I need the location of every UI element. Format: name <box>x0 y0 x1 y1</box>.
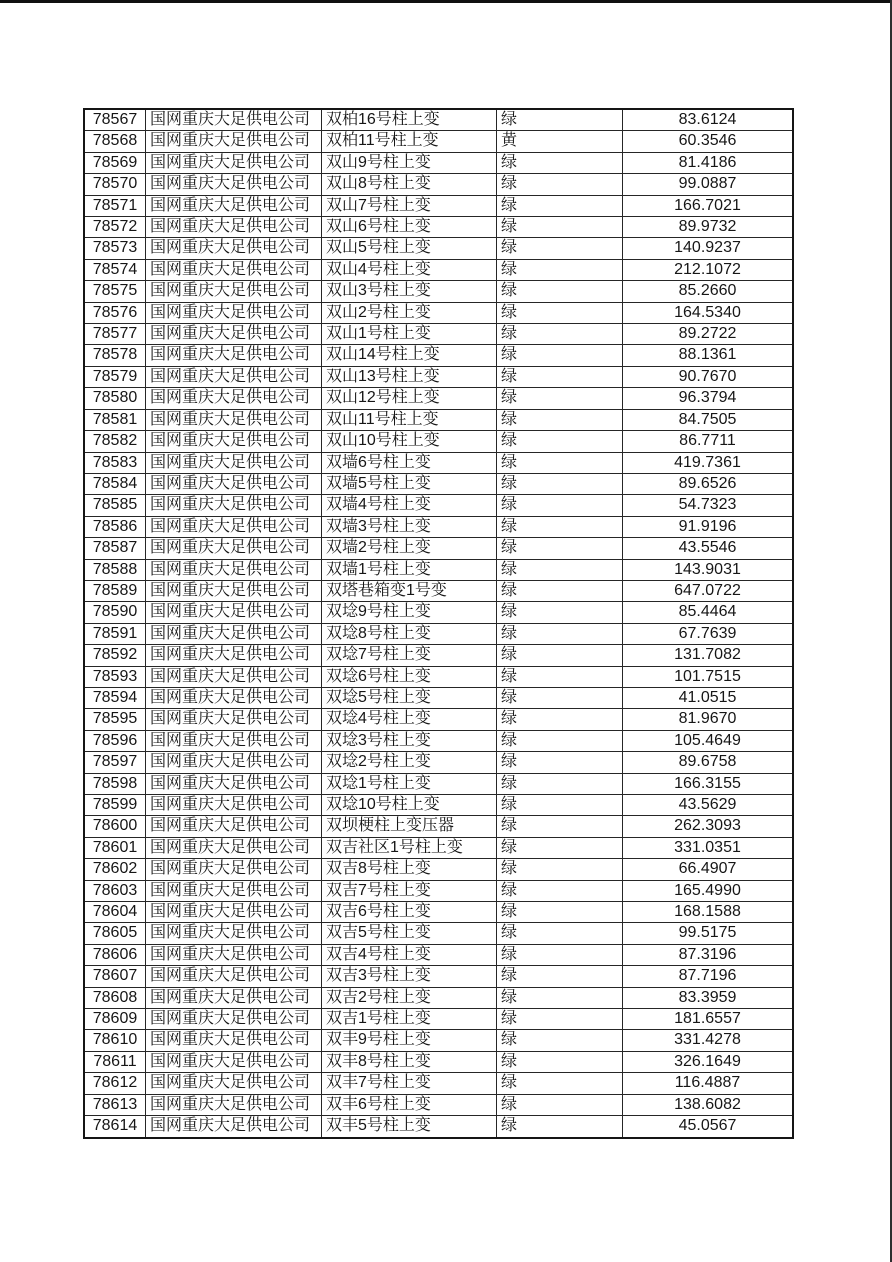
value-cell: 101.7515 <box>623 666 794 687</box>
table-row <box>84 880 793 901</box>
company-cell: 国网重庆大足供电公司 <box>146 859 322 880</box>
status-cell: 绿 <box>497 217 623 238</box>
transformer-name-cell: 双埝9号柱上变 <box>322 602 497 623</box>
record-id-cell: 78587 <box>84 538 146 559</box>
table-row <box>84 452 793 473</box>
value-cell: 331.0351 <box>623 837 794 858</box>
status-cell: 绿 <box>497 409 623 430</box>
value-cell: 87.3196 <box>623 944 794 965</box>
value-cell: 168.1588 <box>623 902 794 923</box>
value-cell: 89.9732 <box>623 217 794 238</box>
status-cell: 绿 <box>497 259 623 280</box>
value-cell: 96.3794 <box>623 388 794 409</box>
value-cell: 91.9196 <box>623 516 794 537</box>
record-id-cell: 78611 <box>84 1051 146 1072</box>
record-id-cell: 78578 <box>84 345 146 366</box>
status-cell: 绿 <box>497 302 623 323</box>
company-cell: 国网重庆大足供电公司 <box>146 324 322 345</box>
company-cell: 国网重庆大足供电公司 <box>146 516 322 537</box>
record-id-cell: 78585 <box>84 495 146 516</box>
company-cell: 国网重庆大足供电公司 <box>146 944 322 965</box>
table-row <box>84 195 793 216</box>
transformer-name-cell: 双埝1号柱上变 <box>322 773 497 794</box>
record-id-cell: 78593 <box>84 666 146 687</box>
status-cell: 绿 <box>497 1116 623 1138</box>
record-id-cell: 78572 <box>84 217 146 238</box>
company-cell: 国网重庆大足供电公司 <box>146 709 322 730</box>
value-cell: 54.7323 <box>623 495 794 516</box>
table-row <box>84 1094 793 1115</box>
table-row <box>84 473 793 494</box>
status-cell: 绿 <box>497 795 623 816</box>
value-cell: 85.2660 <box>623 281 794 302</box>
table-row <box>84 388 793 409</box>
company-cell: 国网重庆大足供电公司 <box>146 538 322 559</box>
table-row <box>84 902 793 923</box>
transformer-name-cell: 双山6号柱上变 <box>322 217 497 238</box>
company-cell: 国网重庆大足供电公司 <box>146 302 322 323</box>
value-cell: 89.6758 <box>623 752 794 773</box>
transformer-name-cell: 双埝2号柱上变 <box>322 752 497 773</box>
status-cell: 绿 <box>497 687 623 708</box>
status-cell: 绿 <box>497 966 623 987</box>
company-cell: 国网重庆大足供电公司 <box>146 987 322 1008</box>
status-cell: 绿 <box>497 944 623 965</box>
table-row <box>84 131 793 152</box>
status-cell: 绿 <box>497 152 623 173</box>
transformer-name-cell: 双墙1号柱上变 <box>322 559 497 580</box>
company-cell: 国网重庆大足供电公司 <box>146 880 322 901</box>
transformer-name-cell: 双丰6号柱上变 <box>322 1094 497 1115</box>
value-cell: 105.4649 <box>623 730 794 751</box>
company-cell: 国网重庆大足供电公司 <box>146 559 322 580</box>
status-cell: 绿 <box>497 730 623 751</box>
record-id-cell: 78599 <box>84 795 146 816</box>
status-cell: 绿 <box>497 666 623 687</box>
company-cell: 国网重庆大足供电公司 <box>146 1116 322 1138</box>
table-row <box>84 602 793 623</box>
transformer-name-cell: 双山5号柱上变 <box>322 238 497 259</box>
transformer-name-cell: 双山11号柱上变 <box>322 409 497 430</box>
record-id-cell: 78607 <box>84 966 146 987</box>
company-cell: 国网重庆大足供电公司 <box>146 473 322 494</box>
table-row <box>84 302 793 323</box>
page-top-edge <box>0 0 892 3</box>
transformer-name-cell: 双山13号柱上变 <box>322 366 497 387</box>
transformer-name-cell: 双丰9号柱上变 <box>322 1030 497 1051</box>
value-cell: 43.5546 <box>623 538 794 559</box>
value-cell: 81.4186 <box>623 152 794 173</box>
table-row <box>84 1009 793 1030</box>
value-cell: 83.6124 <box>623 109 794 131</box>
value-cell: 647.0722 <box>623 580 794 601</box>
table-row <box>84 859 793 880</box>
record-id-cell: 78571 <box>84 195 146 216</box>
value-cell: 164.5340 <box>623 302 794 323</box>
value-cell: 166.7021 <box>623 195 794 216</box>
value-cell: 60.3546 <box>623 131 794 152</box>
value-cell: 66.4907 <box>623 859 794 880</box>
table-row <box>84 259 793 280</box>
transformer-name-cell: 双埝4号柱上变 <box>322 709 497 730</box>
status-cell: 绿 <box>497 880 623 901</box>
transformer-name-cell: 双山3号柱上变 <box>322 281 497 302</box>
status-cell: 绿 <box>497 109 623 131</box>
record-id-cell: 78606 <box>84 944 146 965</box>
record-id-cell: 78594 <box>84 687 146 708</box>
transformer-name-cell: 双吉7号柱上变 <box>322 880 497 901</box>
status-cell: 绿 <box>497 195 623 216</box>
data-table <box>83 108 794 1139</box>
transformer-name-cell: 双墙2号柱上变 <box>322 538 497 559</box>
record-id-cell: 78601 <box>84 837 146 858</box>
transformer-name-cell: 双山10号柱上变 <box>322 431 497 452</box>
table-row <box>84 409 793 430</box>
transformer-name-cell: 双吉社区1号柱上变 <box>322 837 497 858</box>
value-cell: 87.7196 <box>623 966 794 987</box>
value-cell: 140.9237 <box>623 238 794 259</box>
company-cell: 国网重庆大足供电公司 <box>146 1094 322 1115</box>
status-cell: 黄 <box>497 131 623 152</box>
value-cell: 99.5175 <box>623 923 794 944</box>
company-cell: 国网重庆大足供电公司 <box>146 238 322 259</box>
record-id-cell: 78602 <box>84 859 146 880</box>
transformer-name-cell: 双吉3号柱上变 <box>322 966 497 987</box>
table-row <box>84 623 793 644</box>
status-cell: 绿 <box>497 431 623 452</box>
table-row <box>84 366 793 387</box>
table-row <box>84 324 793 345</box>
record-id-cell: 78583 <box>84 452 146 473</box>
value-cell: 67.7639 <box>623 623 794 644</box>
status-cell: 绿 <box>497 452 623 473</box>
company-cell: 国网重庆大足供电公司 <box>146 623 322 644</box>
record-id-cell: 78605 <box>84 923 146 944</box>
status-cell: 绿 <box>497 623 623 644</box>
value-cell: 262.3093 <box>623 816 794 837</box>
record-id-cell: 78586 <box>84 516 146 537</box>
record-id-cell: 78589 <box>84 580 146 601</box>
transformer-name-cell: 双墙4号柱上变 <box>322 495 497 516</box>
transformer-name-cell: 双柏16号柱上变 <box>322 109 497 131</box>
status-cell: 绿 <box>497 859 623 880</box>
transformer-name-cell: 双柏11号柱上变 <box>322 131 497 152</box>
company-cell: 国网重庆大足供电公司 <box>146 580 322 601</box>
record-id-cell: 78590 <box>84 602 146 623</box>
record-id-cell: 78582 <box>84 431 146 452</box>
transformer-name-cell: 双吉4号柱上变 <box>322 944 497 965</box>
value-cell: 166.3155 <box>623 773 794 794</box>
company-cell: 国网重庆大足供电公司 <box>146 152 322 173</box>
status-cell: 绿 <box>497 281 623 302</box>
transformer-name-cell: 双丰8号柱上变 <box>322 1051 497 1072</box>
status-cell: 绿 <box>497 388 623 409</box>
company-cell: 国网重庆大足供电公司 <box>146 687 322 708</box>
status-cell: 绿 <box>497 1094 623 1115</box>
table-row <box>84 773 793 794</box>
transformer-name-cell: 双墙3号柱上变 <box>322 516 497 537</box>
transformer-name-cell: 双吉6号柱上变 <box>322 902 497 923</box>
transformer-name-cell: 双埝5号柱上变 <box>322 687 497 708</box>
company-cell: 国网重庆大足供电公司 <box>146 1009 322 1030</box>
table-row <box>84 966 793 987</box>
transformer-name-cell: 双埝7号柱上变 <box>322 645 497 666</box>
transformer-name-cell: 双埝8号柱上变 <box>322 623 497 644</box>
transformer-name-cell: 双山12号柱上变 <box>322 388 497 409</box>
status-cell: 绿 <box>497 580 623 601</box>
company-cell: 国网重庆大足供电公司 <box>146 345 322 366</box>
company-cell: 国网重庆大足供电公司 <box>146 366 322 387</box>
status-cell: 绿 <box>497 559 623 580</box>
status-cell: 绿 <box>497 709 623 730</box>
value-cell: 331.4278 <box>623 1030 794 1051</box>
table-row <box>84 1030 793 1051</box>
table-row <box>84 174 793 195</box>
record-id-cell: 78576 <box>84 302 146 323</box>
transformer-name-cell: 双山7号柱上变 <box>322 195 497 216</box>
record-id-cell: 78569 <box>84 152 146 173</box>
table-row <box>84 795 793 816</box>
transformer-name-cell: 双山1号柱上变 <box>322 324 497 345</box>
value-cell: 84.7505 <box>623 409 794 430</box>
record-id-cell: 78584 <box>84 473 146 494</box>
status-cell: 绿 <box>497 345 623 366</box>
table-row <box>84 152 793 173</box>
company-cell: 国网重庆大足供电公司 <box>146 195 322 216</box>
record-id-cell: 78591 <box>84 623 146 644</box>
value-cell: 181.6557 <box>623 1009 794 1030</box>
value-cell: 89.6526 <box>623 473 794 494</box>
status-cell: 绿 <box>497 902 623 923</box>
table-row <box>84 109 793 131</box>
company-cell: 国网重庆大足供电公司 <box>146 109 322 131</box>
transformer-name-cell: 双山2号柱上变 <box>322 302 497 323</box>
value-cell: 138.6082 <box>623 1094 794 1115</box>
status-cell: 绿 <box>497 495 623 516</box>
transformer-name-cell: 双墙6号柱上变 <box>322 452 497 473</box>
table-row <box>84 431 793 452</box>
table-row <box>84 281 793 302</box>
company-cell: 国网重庆大足供电公司 <box>146 409 322 430</box>
company-cell: 国网重庆大足供电公司 <box>146 452 322 473</box>
table-row <box>84 345 793 366</box>
table-row <box>84 687 793 708</box>
company-cell: 国网重庆大足供电公司 <box>146 730 322 751</box>
value-cell: 81.9670 <box>623 709 794 730</box>
value-cell: 131.7082 <box>623 645 794 666</box>
value-cell: 88.1361 <box>623 345 794 366</box>
value-cell: 165.4990 <box>623 880 794 901</box>
transformer-name-cell: 双埝10号柱上变 <box>322 795 497 816</box>
company-cell: 国网重庆大足供电公司 <box>146 259 322 280</box>
value-cell: 41.0515 <box>623 687 794 708</box>
company-cell: 国网重庆大足供电公司 <box>146 217 322 238</box>
company-cell: 国网重庆大足供电公司 <box>146 902 322 923</box>
status-cell: 绿 <box>497 324 623 345</box>
record-id-cell: 78595 <box>84 709 146 730</box>
company-cell: 国网重庆大足供电公司 <box>146 795 322 816</box>
company-cell: 国网重庆大足供电公司 <box>146 495 322 516</box>
status-cell: 绿 <box>497 1030 623 1051</box>
record-id-cell: 78610 <box>84 1030 146 1051</box>
value-cell: 143.9031 <box>623 559 794 580</box>
value-cell: 85.4464 <box>623 602 794 623</box>
company-cell: 国网重庆大足供电公司 <box>146 752 322 773</box>
status-cell: 绿 <box>497 473 623 494</box>
record-id-cell: 78568 <box>84 131 146 152</box>
transformer-name-cell: 双吉2号柱上变 <box>322 987 497 1008</box>
status-cell: 绿 <box>497 238 623 259</box>
status-cell: 绿 <box>497 816 623 837</box>
table-row <box>84 516 793 537</box>
transformer-name-cell: 双埝3号柱上变 <box>322 730 497 751</box>
table-row <box>84 944 793 965</box>
status-cell: 绿 <box>497 752 623 773</box>
table-row <box>84 923 793 944</box>
company-cell: 国网重庆大足供电公司 <box>146 388 322 409</box>
table-row <box>84 1051 793 1072</box>
record-id-cell: 78579 <box>84 366 146 387</box>
record-id-cell: 78613 <box>84 1094 146 1115</box>
value-cell: 45.0567 <box>623 1116 794 1138</box>
table-row <box>84 816 793 837</box>
company-cell: 国网重庆大足供电公司 <box>146 773 322 794</box>
transformer-name-cell: 双丰7号柱上变 <box>322 1073 497 1094</box>
value-cell: 43.5629 <box>623 795 794 816</box>
record-id-cell: 78575 <box>84 281 146 302</box>
record-id-cell: 78577 <box>84 324 146 345</box>
status-cell: 绿 <box>497 645 623 666</box>
transformer-name-cell: 双山14号柱上变 <box>322 345 497 366</box>
value-cell: 326.1649 <box>623 1051 794 1072</box>
status-cell: 绿 <box>497 837 623 858</box>
status-cell: 绿 <box>497 773 623 794</box>
table-row <box>84 495 793 516</box>
transformer-name-cell: 双墙5号柱上变 <box>322 473 497 494</box>
table-row <box>84 709 793 730</box>
company-cell: 国网重庆大足供电公司 <box>146 602 322 623</box>
table-row <box>84 837 793 858</box>
record-id-cell: 78567 <box>84 109 146 131</box>
status-cell: 绿 <box>497 1009 623 1030</box>
record-id-cell: 78597 <box>84 752 146 773</box>
transformer-name-cell: 双吉1号柱上变 <box>322 1009 497 1030</box>
company-cell: 国网重庆大足供电公司 <box>146 1030 322 1051</box>
status-cell: 绿 <box>497 1073 623 1094</box>
status-cell: 绿 <box>497 538 623 559</box>
record-id-cell: 78604 <box>84 902 146 923</box>
table-row <box>84 538 793 559</box>
status-cell: 绿 <box>497 1051 623 1072</box>
record-id-cell: 78581 <box>84 409 146 430</box>
record-id-cell: 78596 <box>84 730 146 751</box>
record-id-cell: 78573 <box>84 238 146 259</box>
value-cell: 99.0887 <box>623 174 794 195</box>
company-cell: 国网重庆大足供电公司 <box>146 816 322 837</box>
transformer-name-cell: 双坝梗柱上变压器 <box>322 816 497 837</box>
table-row <box>84 217 793 238</box>
transformer-name-cell: 双吉5号柱上变 <box>322 923 497 944</box>
company-cell: 国网重庆大足供电公司 <box>146 923 322 944</box>
value-cell: 83.3959 <box>623 987 794 1008</box>
company-cell: 国网重庆大足供电公司 <box>146 281 322 302</box>
record-id-cell: 78592 <box>84 645 146 666</box>
status-cell: 绿 <box>497 987 623 1008</box>
table-row <box>84 1073 793 1094</box>
transformer-name-cell: 双丰5号柱上变 <box>322 1116 497 1138</box>
record-id-cell: 78574 <box>84 259 146 280</box>
transformer-name-cell: 双吉8号柱上变 <box>322 859 497 880</box>
value-cell: 89.2722 <box>623 324 794 345</box>
transformer-name-cell: 双山4号柱上变 <box>322 259 497 280</box>
table-row <box>84 645 793 666</box>
table-row <box>84 559 793 580</box>
company-cell: 国网重庆大足供电公司 <box>146 666 322 687</box>
value-cell: 212.1072 <box>623 259 794 280</box>
status-cell: 绿 <box>497 516 623 537</box>
record-id-cell: 78588 <box>84 559 146 580</box>
table-row <box>84 730 793 751</box>
record-id-cell: 78570 <box>84 174 146 195</box>
record-id-cell: 78609 <box>84 1009 146 1030</box>
table-row <box>84 238 793 259</box>
status-cell: 绿 <box>497 366 623 387</box>
record-id-cell: 78580 <box>84 388 146 409</box>
transformer-name-cell: 双埝6号柱上变 <box>322 666 497 687</box>
transformer-name-cell: 双塔巷箱变1号变 <box>322 580 497 601</box>
record-id-cell: 78612 <box>84 1073 146 1094</box>
company-cell: 国网重庆大足供电公司 <box>146 645 322 666</box>
company-cell: 国网重庆大足供电公司 <box>146 174 322 195</box>
record-id-cell: 78598 <box>84 773 146 794</box>
table-row <box>84 666 793 687</box>
transformer-name-cell: 双山8号柱上变 <box>322 174 497 195</box>
table-row <box>84 752 793 773</box>
transformer-name-cell: 双山9号柱上变 <box>322 152 497 173</box>
record-id-cell: 78600 <box>84 816 146 837</box>
value-cell: 90.7670 <box>623 366 794 387</box>
table-row <box>84 987 793 1008</box>
table-row <box>84 1116 793 1138</box>
company-cell: 国网重庆大足供电公司 <box>146 966 322 987</box>
record-id-cell: 78614 <box>84 1116 146 1138</box>
value-cell: 116.4887 <box>623 1073 794 1094</box>
status-cell: 绿 <box>497 923 623 944</box>
value-cell: 86.7711 <box>623 431 794 452</box>
status-cell: 绿 <box>497 174 623 195</box>
company-cell: 国网重庆大足供电公司 <box>146 1073 322 1094</box>
table-row <box>84 580 793 601</box>
record-id-cell: 78603 <box>84 880 146 901</box>
value-cell: 419.7361 <box>623 452 794 473</box>
company-cell: 国网重庆大足供电公司 <box>146 1051 322 1072</box>
status-cell: 绿 <box>497 602 623 623</box>
company-cell: 国网重庆大足供电公司 <box>146 131 322 152</box>
company-cell: 国网重庆大足供电公司 <box>146 837 322 858</box>
company-cell: 国网重庆大足供电公司 <box>146 431 322 452</box>
record-id-cell: 78608 <box>84 987 146 1008</box>
